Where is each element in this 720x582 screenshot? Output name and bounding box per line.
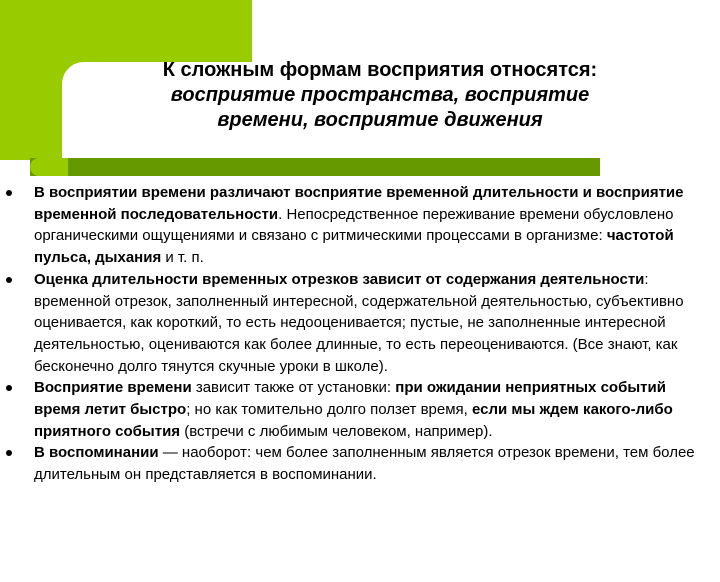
bullet-dot-icon (6, 190, 12, 196)
title-line-3: времени, восприятие движения (217, 109, 543, 131)
title-line-1: К сложным формам восприятия относятся: (162, 59, 598, 81)
bullet-text: и т. п. (161, 249, 204, 267)
bullet-dot-icon (6, 277, 12, 283)
bullet-bold-text: при ожидании неприятных событий время летит быстро (34, 379, 666, 419)
title-divider-bar (30, 158, 600, 176)
bullet-bold-text: В воспоминании (34, 444, 159, 462)
slide-title (100, 58, 660, 133)
bullet-text: ; но как томительно долго ползет время, (186, 401, 473, 419)
bullet-list (0, 182, 720, 486)
bullet-text: . Непосредственное переживание времени обусловлено органическими ощущениями и связано с ритмическими процессами в организме: (34, 205, 674, 245)
bullet-item (0, 182, 720, 269)
bullet-bold-text: если мы ждем какого-либо приятного события (34, 401, 673, 440)
bullet-text: зависит также от установки: (191, 379, 396, 397)
bullet-bold-text: Восприятие времени (34, 379, 192, 397)
bullet-text: — наоборот: чем более заполненным является отрезок времени, тем более длительным он представляется в воспоминании. (34, 444, 695, 484)
bullet-dot-icon (6, 450, 12, 456)
bullet-dot-icon (6, 385, 12, 391)
bullet-bold-text: частотой пульса, дыхания (34, 227, 674, 267)
bullet-bold-text: В восприятии времени различают восприятие временной длительности и восприятие временной последовательности (34, 184, 684, 223)
bullet-bold-text: Оценка длительности временных отрезков зависит от содержания деятельности (34, 270, 645, 288)
bullet-item (0, 442, 720, 485)
bullet-text: (встречи с любимым человеком, например). (180, 422, 493, 440)
bullet-text: : временной отрезок, заполненный интересной, содержательной деятельностью, субъективно оценивается, как короткий, то есть недооценивается; пустые, не заполненные интересной деятельностью, оцениваются как более длинные, то есть переоцениваются. (Все знают, как бесконечно долго тянутся скучные уроки в школе). (34, 270, 684, 375)
bullet-item (0, 377, 720, 442)
title-divider-accent (30, 158, 68, 176)
title-line-2: восприятие пространства, восприятие (170, 84, 590, 106)
bullet-item (0, 269, 720, 378)
